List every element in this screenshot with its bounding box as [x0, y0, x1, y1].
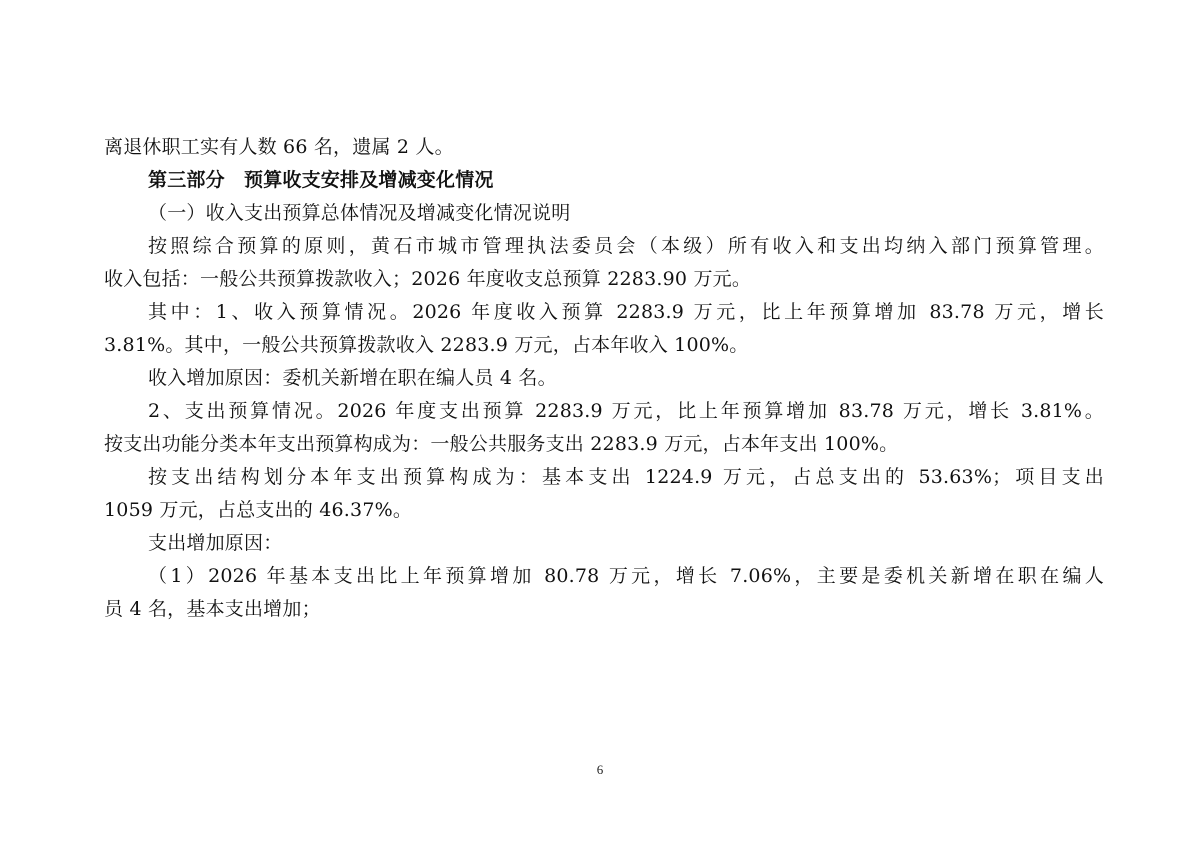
- paragraph-expenditure-line-1: 2、支出预算情况。2026 年度支出预算 2283.9 万元，比上年预算增加 83.78 万元，增长 3.81%。: [148, 400, 1104, 422]
- paragraph-structure-line-1: 按支出结构划分本年支出预算构成为：基本支出 1224.9 万元，占总支出的 53.63%；项目支出: [148, 466, 1104, 488]
- paragraph-budget-principle-line-1: 按照综合预算的原则，黄石市城市管理执法委员会（本级）所有收入和支出均纳入部门预算管理。: [148, 235, 1104, 257]
- paragraph-expenditure-reason-heading: 支出增加原因：: [148, 532, 283, 554]
- document-body: [104, 136, 1104, 631]
- paragraph-income-line-1: 其中：1、收入预算情况。2026 年度收入预算 2283.9 万元，比上年预算增加 83.78 万元，增长: [148, 301, 1104, 323]
- paragraph-structure-line-2: 1059 万元，占总支出的 46.37%。: [104, 499, 413, 521]
- subsection-heading-overview: （一）收入支出预算总体情况及增减变化情况说明: [148, 202, 571, 224]
- text-line-retirees: 离退休职工实有人数 66 名，遗属 2 人。: [104, 136, 454, 158]
- paragraph-reason-1-line-2: 员 4 名，基本支出增加；: [104, 598, 321, 620]
- section-heading-part-three: 第三部分 预算收支安排及增减变化情况: [148, 169, 494, 191]
- paragraph-reason-1-line-1: （1）2026 年基本支出比上年预算增加 80.78 万元，增长 7.06%，主要是委机关新增在职在编人: [148, 565, 1104, 587]
- page-number: 6: [596, 762, 604, 777]
- paragraph-expenditure-line-2: 按支出功能分类本年支出预算构成为：一般公共服务支出 2283.9 万元，占本年支出 100%。: [104, 433, 899, 455]
- paragraph-income-line-2: 3.81%。其中，一般公共预算拨款收入 2283.9 万元，占本年收入 100%。: [104, 334, 749, 356]
- paragraph-income-reason: 收入增加原因：委机关新增在职在编人员 4 名。: [148, 367, 557, 389]
- paragraph-budget-principle-line-2: 收入包括：一般公共预算拨款收入；2026 年度收支总预算 2283.90 万元。: [104, 268, 752, 290]
